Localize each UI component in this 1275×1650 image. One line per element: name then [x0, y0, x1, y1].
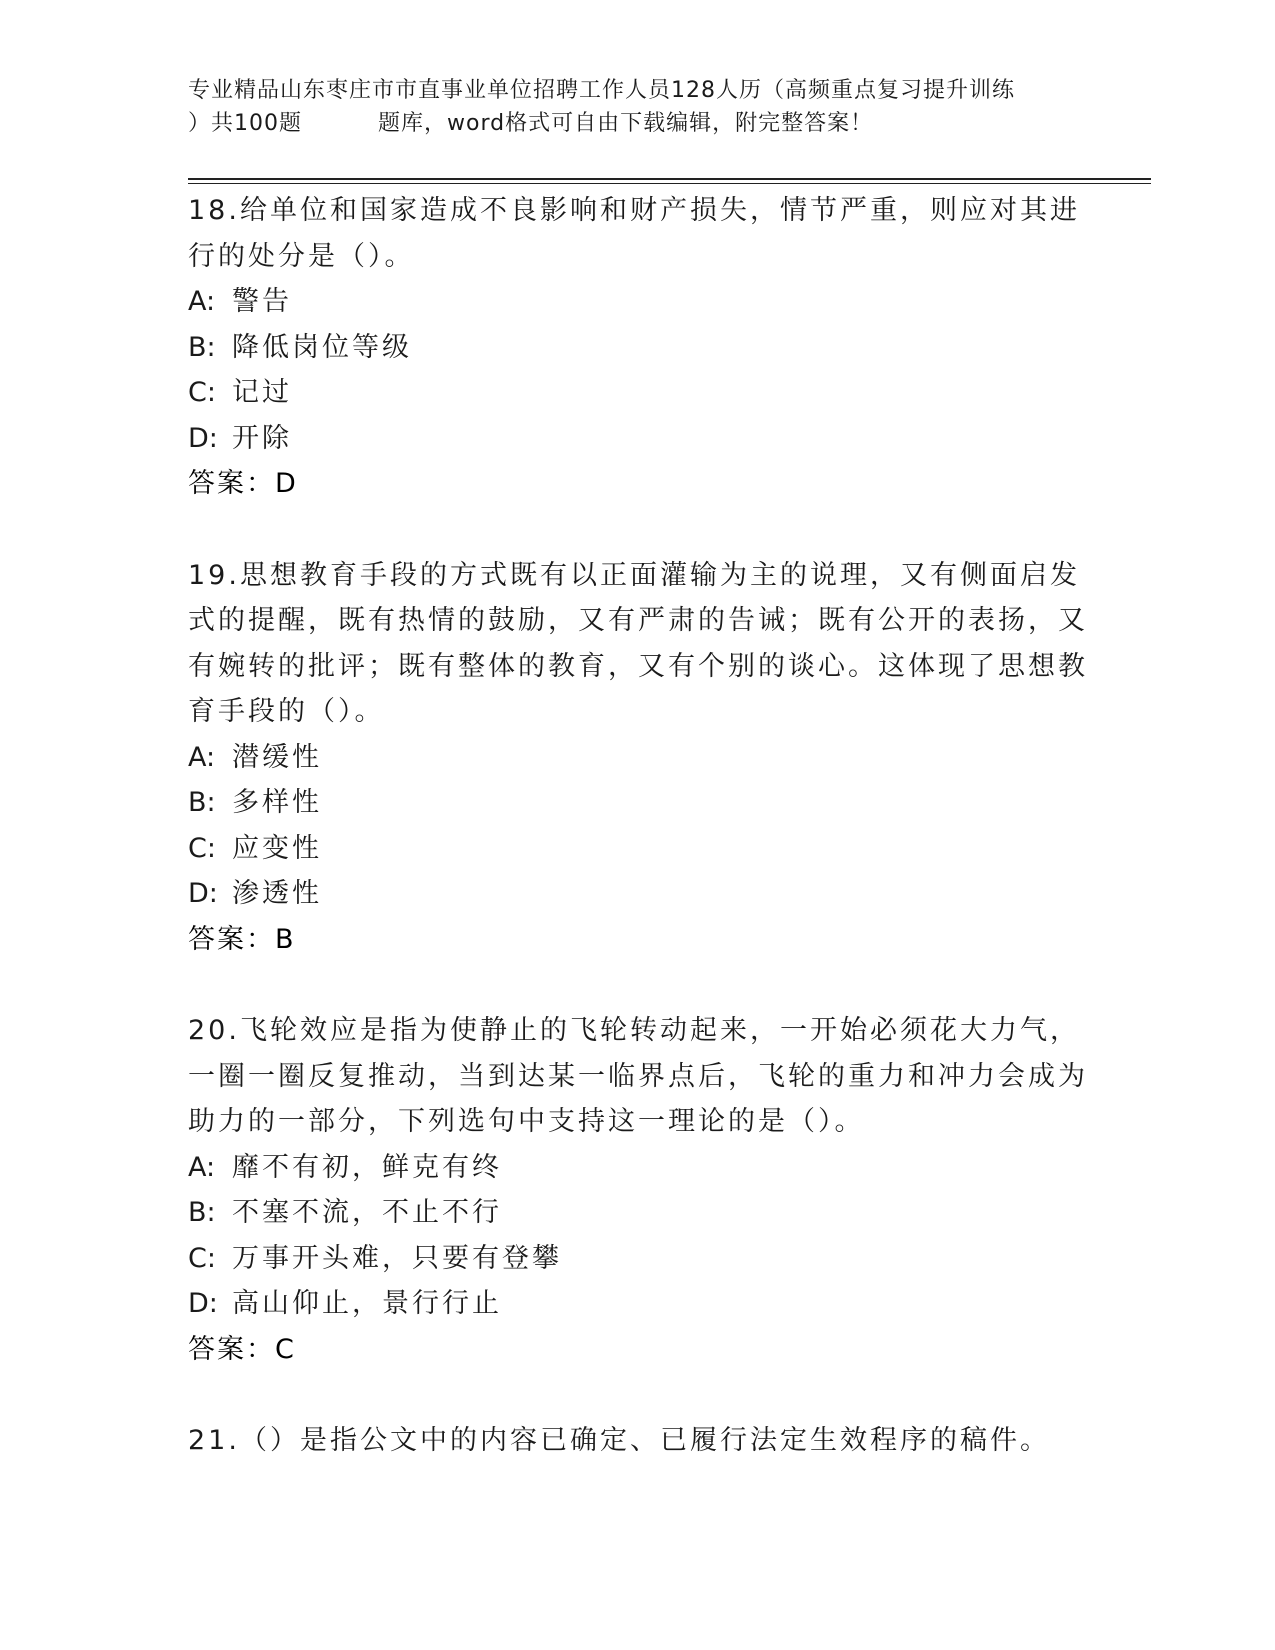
header-title-line-1: 专业精品山东枣庄市市直事业单位招聘工作人员128人历（高频重点复习提升训练	[188, 78, 1015, 103]
option-text: 靡不有初，鲜克有终	[232, 1151, 502, 1183]
option-b	[188, 1190, 1088, 1236]
question-stem: 20.飞轮效应是指为使静止的飞轮转动起来，一开始必须花大力气，一圈一圈反复推动，当到达某一临界点后，飞轮的重力和冲力会成为助力的一部分，下列选句中支持这一理论的是（）。	[188, 1015, 1088, 1137]
question-stem: 19.思想教育手段的方式既有以正面灌输为主的说理，又有侧面启发式的提醒，既有热情的鼓励，又有严肃的告诫；既有公开的表扬，又有婉转的批评；既有整体的教育，又有个别的谈心。这体现了思想教育手段的（）。	[188, 559, 1088, 727]
header-divider-thin	[188, 183, 1151, 184]
option-a	[188, 1145, 1088, 1191]
option-text: 应变性	[232, 832, 322, 864]
option-d	[188, 871, 1088, 917]
option-letter: C:	[188, 377, 216, 408]
option-d	[188, 1281, 1088, 1327]
answer-line: 答案：D	[188, 468, 298, 499]
option-text: 高山仰止，景行行止	[232, 1288, 502, 1319]
option-c	[188, 370, 1088, 416]
option-text: 万事开头难，只要有登攀	[232, 1242, 562, 1274]
option-text: 降低岗位等级	[232, 331, 412, 363]
option-text: 渗透性	[232, 878, 322, 909]
option-letter: B:	[188, 1197, 216, 1228]
option-letter: B:	[188, 331, 216, 363]
option-c	[188, 826, 1088, 872]
option-a	[188, 279, 1088, 325]
option-b	[188, 780, 1088, 826]
option-text: 记过	[232, 377, 292, 408]
header-title-part-2: 题库，word格式可自由下载编辑，附完整答案！	[378, 111, 874, 136]
option-text: 潜缓性	[232, 741, 322, 773]
question-18	[188, 188, 1088, 507]
header-divider-thick	[188, 178, 1151, 180]
option-letter: D:	[188, 878, 218, 909]
option-c	[188, 1236, 1088, 1282]
option-letter: D:	[188, 422, 218, 454]
option-letter: C:	[188, 1242, 216, 1274]
option-text: 多样性	[232, 787, 322, 818]
option-letter: C:	[188, 832, 216, 864]
option-letter: A:	[188, 741, 216, 773]
option-d	[188, 416, 1088, 462]
header-title-part-1: ）共100题	[188, 111, 302, 136]
option-letter: A:	[188, 286, 216, 317]
question-19	[188, 553, 1088, 963]
option-text: 警告	[232, 286, 292, 317]
question-21	[188, 1418, 1088, 1464]
question-stem: 21.（）是指公文中的内容已确定、已履行法定生效程序的稿件。	[188, 1425, 1050, 1456]
question-stem: 18.给单位和国家造成不良影响和财产损失，情节严重，则应对其进行的处分是（）。	[188, 195, 1080, 272]
option-letter: D:	[188, 1288, 218, 1319]
option-a	[188, 735, 1088, 781]
answer-line: 答案：B	[188, 923, 296, 955]
option-letter: B:	[188, 787, 216, 818]
option-text: 开除	[232, 422, 292, 454]
question-list	[188, 188, 1088, 1510]
page-header	[188, 74, 1088, 140]
header-title-line-2	[188, 107, 1088, 140]
question-20	[188, 1008, 1088, 1372]
answer-line: 答案：C	[188, 1333, 296, 1365]
option-b	[188, 325, 1088, 371]
option-text: 不塞不流，不止不行	[232, 1197, 502, 1228]
option-letter: A:	[188, 1151, 216, 1183]
